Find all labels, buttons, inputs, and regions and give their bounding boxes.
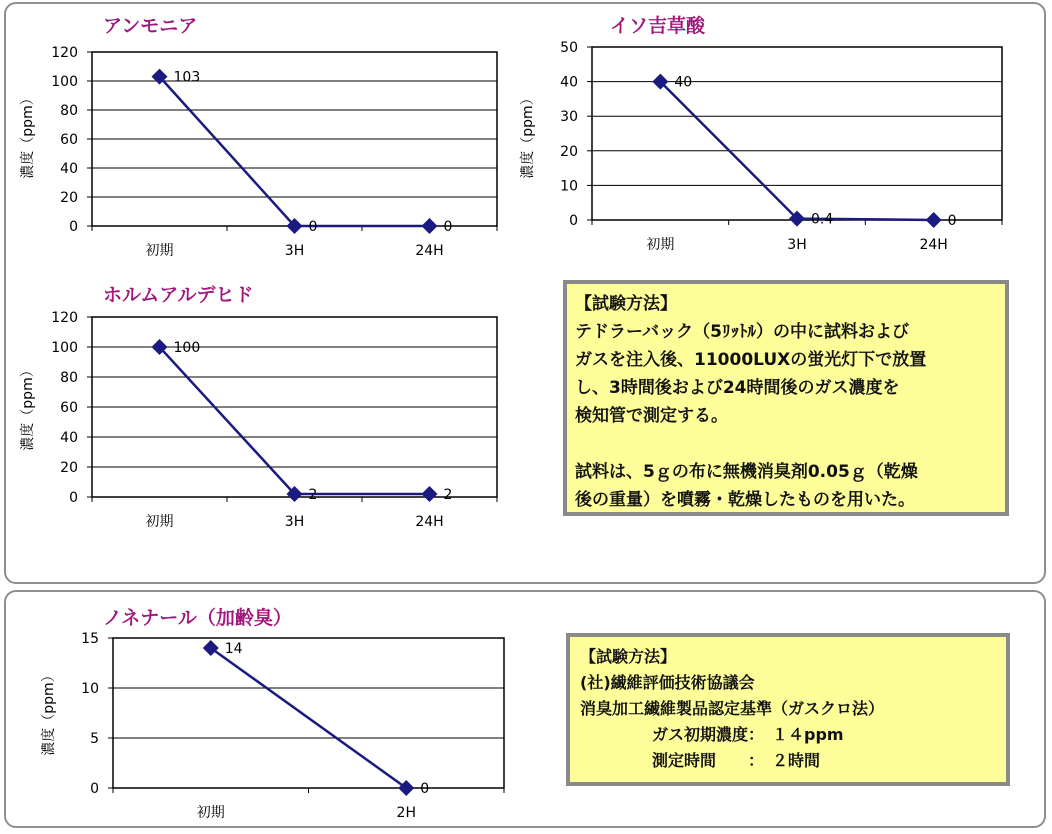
note-line (575, 430, 997, 458)
note-line: 後の重量）を噴霧・乾燥したものを用いた。 (575, 490, 915, 510)
formaldehyde-data-label: 2 (308, 487, 318, 503)
chart-title-formaldehyde: ホルムアルデヒド (103, 284, 254, 306)
formaldehyde-y-tick-label: 60 (60, 400, 78, 416)
nonenal-plot-area (113, 638, 504, 788)
note-line: 試料は、5ｇの布に無機消臭剤0.05ｇ（乾燥 (575, 462, 918, 482)
nonenal-y-tick-label: 10 (81, 681, 99, 697)
ammonia-y-tick-label: 120 (51, 45, 78, 61)
formaldehyde-y-tick-label: 20 (60, 460, 78, 476)
chart-title-nonenal: ノネナール（加齢臭） (103, 607, 292, 629)
nonenal-y-tick-label: 0 (90, 781, 99, 797)
formaldehyde-y-tick-label: 120 (51, 310, 78, 326)
test-method-note (563, 280, 1009, 516)
ammonia-data-label: 0 (443, 219, 453, 235)
chart-title-isovaleric-acid: イソ吉草酸 (610, 15, 706, 37)
isovaleric-acid-y-axis-label: 濃度（ppm） (520, 91, 536, 179)
ammonia-x-tick-label: 3H (284, 243, 305, 259)
ammonia-y-tick-label: 0 (69, 219, 78, 235)
isovaleric-acid-y-tick-label: 10 (560, 178, 578, 195)
nonenal-y-tick-label: 15 (81, 631, 99, 647)
isovaleric-acid-y-tick-label: 20 (560, 143, 578, 160)
formaldehyde-y-axis-label: 濃度（ppm） (20, 363, 36, 451)
isovaleric-acid-x-tick-label: 3H (787, 237, 807, 253)
note-line: 測定時間 ： ２時間 (652, 751, 821, 770)
formaldehyde-x-tick-label: 24H (415, 514, 444, 530)
ammonia-y-tick-label: 60 (60, 132, 78, 148)
formaldehyde-data-label: 2 (443, 487, 453, 503)
isovaleric-acid-plot-area (592, 47, 1002, 220)
note-line: ガスを注入後、11000LUXの蛍光灯下で放置 (575, 350, 927, 370)
isovaleric-acid-y-tick-label: 50 (560, 40, 578, 56)
isovaleric-acid-y-tick-label: 0 (569, 213, 578, 229)
note-line: 検知管で測定する。 (575, 406, 728, 426)
nonenal-y-axis-label: 濃度（ppm） (41, 668, 57, 756)
nonenal-x-tick-label: 初期 (196, 805, 225, 821)
note-line: 消臭加工繊維製品認定基準（ガスクロ法） (580, 699, 885, 718)
note-line: テドラーバック（5ﾘｯﾄﾙ）の中に試料および (575, 322, 909, 342)
isovaleric-acid-data-label: 0.4 (811, 211, 834, 228)
isovaleric-acid-data-label: 0 (947, 213, 957, 229)
ammonia-y-tick-label: 40 (60, 161, 78, 177)
ammonia-data-label: 103 (173, 69, 201, 86)
formaldehyde-data-label: 100 (173, 340, 201, 356)
formaldehyde-y-tick-label: 80 (60, 370, 78, 386)
ammonia-y-tick-label: 80 (60, 103, 78, 119)
nonenal-data-label: 0 (420, 781, 430, 797)
ammonia-y-tick-label: 20 (60, 190, 78, 206)
formaldehyde-y-tick-label: 40 (60, 430, 78, 446)
isovaleric-acid-y-tick-label: 30 (560, 109, 578, 126)
formaldehyde-x-tick-label: 初期 (145, 514, 174, 530)
ammonia-y-axis-label: 濃度（ppm） (20, 91, 36, 179)
formaldehyde-y-tick-label: 0 (69, 490, 78, 506)
formaldehyde-x-tick-label: 3H (284, 514, 305, 530)
isovaleric-acid-y-tick-label: 40 (560, 74, 578, 91)
nonenal-x-tick-label: 2H (396, 805, 416, 821)
nonenal-data-label: 14 (224, 641, 243, 657)
ammonia-data-label: 0 (308, 219, 318, 235)
isovaleric-acid-x-tick-label: 24H (919, 237, 948, 253)
ammonia-x-tick-label: 初期 (145, 243, 174, 259)
note-heading: 【試験方法】 (580, 647, 677, 666)
ammonia-x-tick-label: 24H (415, 243, 444, 259)
note-line: ガス初期濃度： １４ppm (652, 725, 844, 744)
ammonia-y-tick-label: 100 (51, 74, 78, 90)
test-method-note-nonenal (566, 633, 1010, 786)
chart-title-ammonia: アンモニア (103, 15, 198, 37)
note-heading: 【試験方法】 (575, 294, 677, 314)
nonenal-y-tick-label: 5 (90, 731, 99, 747)
isovaleric-acid-x-tick-label: 初期 (646, 237, 675, 253)
formaldehyde-y-tick-label: 100 (51, 340, 78, 356)
isovaleric-acid-data-label: 40 (674, 74, 693, 91)
note-line: し、3時間後および24時間後のガス濃度を (575, 378, 900, 398)
note-line: (社)繊維評価技術協議会 (580, 673, 755, 692)
